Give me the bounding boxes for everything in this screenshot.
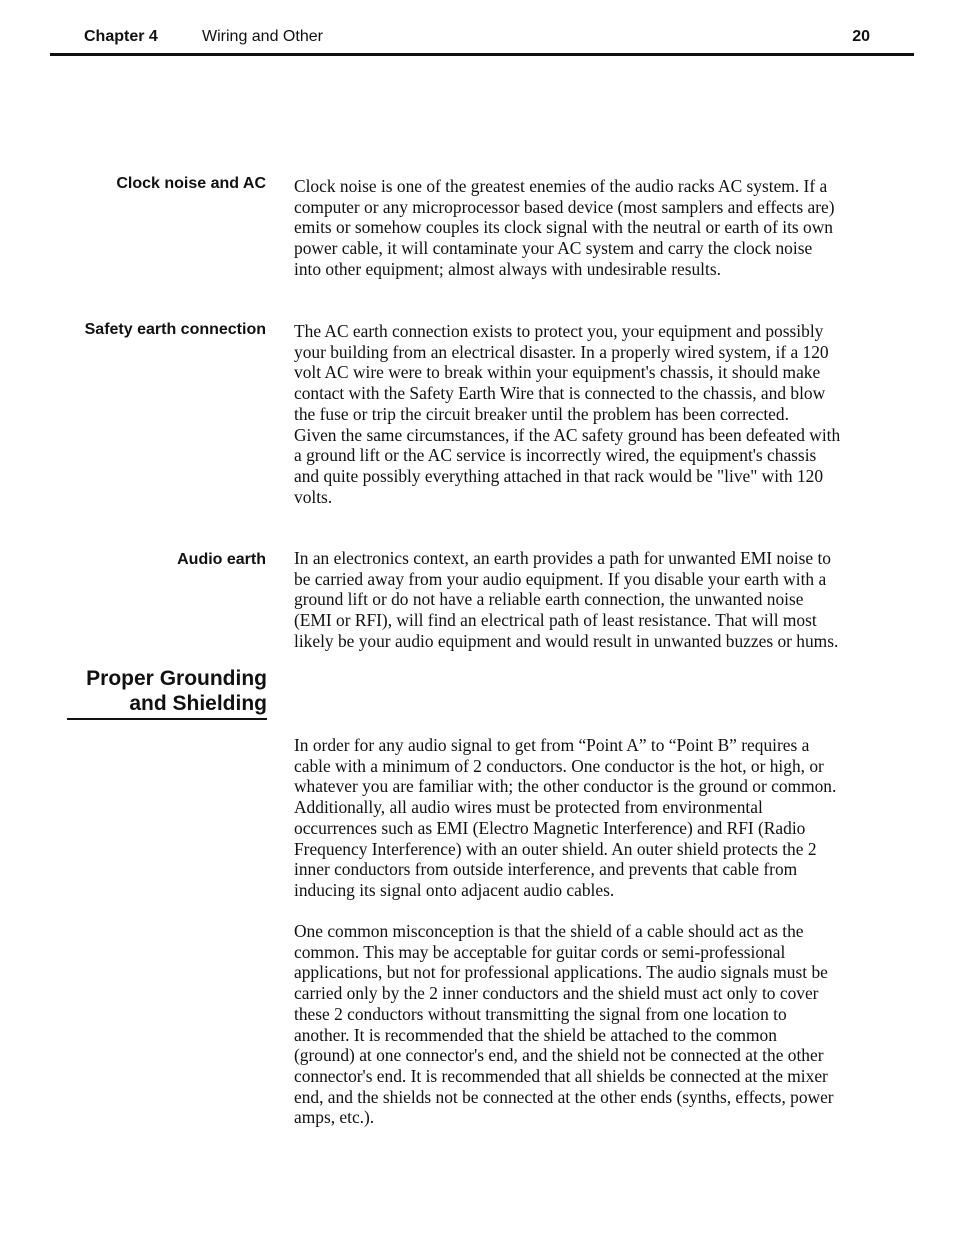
paragraph-safety-earth: The AC earth connection exists to protect you, your equipment and possibly your building from an electrical disaster. In a properly wired system, if a 120 volt AC wire were to break within your equipment's chassis, it should make contact with the Safety Earth Wire that is connected to the chassis, and blow the fuse or trip the circuit breaker until the problem has been corrected. Given the same circumstances, if the AC safety ground has been defeated with a ground lift or the AC service is incorrectly wired, the equipment's chassis and quite possibly everything attached in that rack would be "live" with 120 volts.: [294, 321, 841, 507]
side-heading-safety-earth: Safety earth connection: [84, 321, 266, 338]
paragraph-grounding-1: In order for any audio signal to get from “Point A” to “Point B” requires a cable with a minimum of 2 conductors. One conductor is the hot, or high, or whatever you are familiar with; the other conductor is the ground or common. Additionally, all audio wires must be protected from environmental occurrences such as EMI (Electro Magnetic Interference) and RFI (Radio Frequency Interference) with an outer shield. An outer shield protects the 2 inner conductors from outside interference, and prevents that cable from inducing its signal onto adjacent audio cables.: [294, 735, 837, 900]
page-number: 20: [852, 28, 870, 45]
paragraph-grounding-2: One common misconception is that the shield of a cable should act as the common. This may be acceptable for guitar cords or semi-professional applications, but not for professional applications. The audio signals must be carried only by the 2 inner conductors and the shield must act only to cover these 2 conductors without transmitting the signal from one location to another. It is recommended that the shield be attached to the common (ground) at one connector's end, and the shield not be connected at the other connector's end. It is recommended that all shields be connected at the mixer end, and the shields not be connected at the other ends (synths, effects, power amps, etc.).: [294, 921, 834, 1128]
paragraph-audio-earth: In an electronics context, an earth provides a path for unwanted EMI noise to be carried away from your audio equipment. If you disable your earth with a ground lift or do not have a reliable earth connection, the unwanted noise (EMI or RFI), will find an electrical path of least resistance. That will most likely be your audio equipment and would result in unwanted buzzes or hums.: [294, 548, 839, 651]
chapter-title: Wiring and Other: [202, 28, 323, 45]
section-heading-line1: Proper Grounding: [86, 667, 267, 690]
side-heading-audio-earth: Audio earth: [177, 551, 266, 568]
paragraph-clock-noise: Clock noise is one of the greatest enemies of the audio racks AC system. If a computer or any microprocessor based device (most samplers and effects are) emits or somehow couples its clock signal with the neutral or earth of its own power cable, it will contaminate your AC system and carry the clock noise into other equipment; almost always with undesirable results.: [294, 176, 835, 279]
section-heading-line2: and Shielding: [129, 692, 267, 715]
chapter-label: Chapter 4: [84, 28, 158, 45]
side-heading-clock-noise: Clock noise and AC: [116, 175, 266, 192]
page-header: [50, 0, 914, 56]
section-heading-grounding: [67, 666, 267, 720]
